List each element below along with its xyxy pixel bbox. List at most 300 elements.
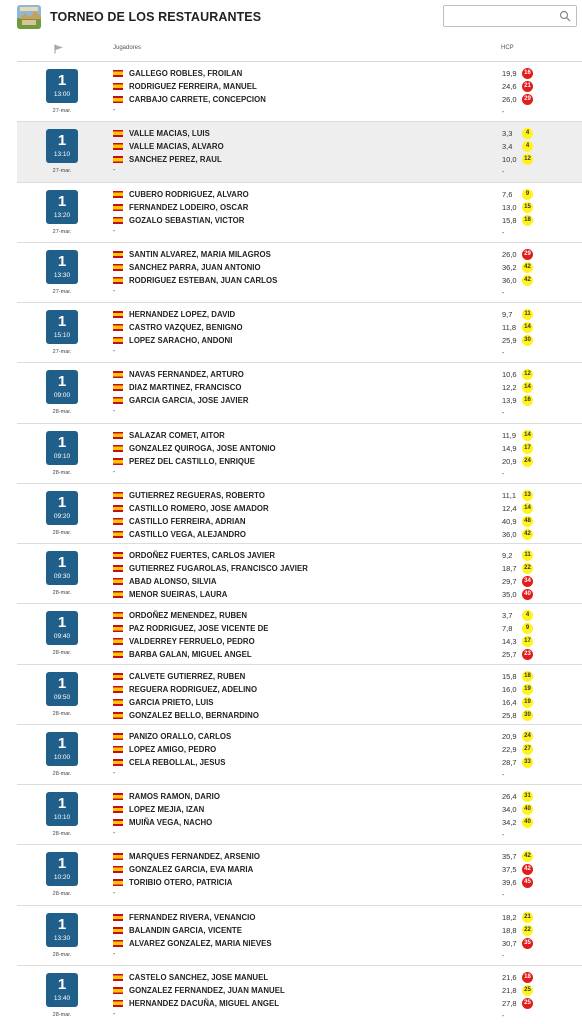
player-row[interactable] [113,998,582,1009]
playing-hcp-badge: 22 [522,925,533,936]
playing-hcp-badge: 11 [522,309,533,320]
player-row[interactable] [113,671,582,682]
player-name[interactable]: MARQUES FERNANDEZ, ARSENIO [129,852,260,862]
player-row[interactable] [113,382,582,393]
player-name[interactable]: DIAZ MARTINEZ, FRANCISCO [129,383,242,393]
hole-time-tile [46,611,78,645]
spain-flag-icon [113,712,123,719]
player-name[interactable]: GONZALEZ QUIROGA, JOSE ANTONIO [129,443,276,453]
flag-icon [54,44,64,54]
playing-hcp-badge: 30 [522,335,533,346]
player-name[interactable]: RODRIGUEZ FERREIRA, MANUEL [129,82,257,91]
search-box[interactable] [443,5,577,27]
player-hcp: 3,4 [502,142,513,152]
tee-time-row[interactable] [17,484,582,544]
player-row[interactable] [113,744,582,755]
playing-hcp-badge: 48 [522,516,533,527]
player-name[interactable]: PEREZ DEL CASTILLO, ENRIQUE [129,456,255,466]
player-row[interactable] [113,864,582,875]
player-name[interactable]: GARCIA PRIETO, LUIS [129,697,214,707]
player-name[interactable]: PAZ RODRIGUEZ, JOSE VICENTE DE [129,624,269,634]
player-row[interactable] [113,503,582,514]
empty-slot-hcp: - [502,169,505,177]
player-name[interactable]: CARBAJO CARRETE, CONCEPCION [129,95,266,104]
player-hcp: 9,7 [502,310,513,319]
player-name[interactable]: RAMOS RAMON, DARIO [129,792,220,801]
player-name[interactable]: CASTILLO FERREIRA, ADRIAN [129,516,246,526]
player-row[interactable] [113,610,582,621]
spain-flag-icon [113,371,123,378]
players-column-header: Jugadores [113,45,142,51]
playing-hcp-badge: 42 [522,262,533,273]
player-name[interactable]: LOPEZ AMIGO, PEDRO [129,744,217,754]
tee-time: 13:40 [53,994,71,1002]
table-header [17,38,582,62]
page-title: TORNEO DE LOS RESTAURANTES [50,10,262,24]
tee-time: 09:00 [53,392,71,400]
playing-hcp-badge: 4 [522,141,533,152]
playing-hcp-badge: 19 [522,697,533,708]
tee-time-row[interactable] [17,845,582,905]
hole-time-tile [46,310,78,344]
empty-slot-hcp: - [502,410,505,418]
empty-slot-hcp: - [502,892,505,900]
spain-flag-icon [113,251,123,258]
player-row[interactable] [113,141,582,152]
spain-flag-icon [113,552,123,559]
player-row[interactable] [113,697,582,708]
tee-time: 09:30 [53,573,71,580]
playing-hcp-badge: 23 [522,649,533,660]
tee-date: 28-mar. [52,710,72,717]
player-row[interactable] [113,202,582,213]
spain-flag-icon [113,156,123,163]
spain-flag-icon [113,324,123,331]
player-row[interactable] [113,589,582,600]
player-row[interactable] [113,563,582,574]
player-row[interactable] [113,925,582,936]
player-name[interactable]: ALVAREZ GONZALEZ, MARIA NIEVES [129,938,272,948]
player-row[interactable] [113,791,582,802]
spain-flag-icon [113,505,123,512]
tee-time: 13:20 [53,211,71,219]
tee-date: 28-mar. [52,590,72,596]
player-hcp: 12,4 [502,503,517,513]
spain-flag-icon [113,191,123,198]
playing-hcp-badge: 14 [522,430,533,441]
playing-hcp-badge: 11 [522,550,533,561]
player-row[interactable] [113,972,582,983]
player-name[interactable]: GUTIERREZ REGUERAS, ROBERTO [129,490,265,500]
empty-slot: - [113,830,116,837]
player-hcp: 12,2 [502,383,517,393]
tee-date: 28-mar. [52,1011,72,1018]
player-row[interactable] [113,395,582,406]
hole-time-tile [46,913,78,947]
player-hcp: 20,9 [502,731,517,741]
player-name[interactable]: SANCHEZ PARRA, JUAN ANTONIO [129,262,261,272]
player-row[interactable] [113,249,582,260]
player-row[interactable] [113,938,582,949]
player-name[interactable]: PANIZO ORALLO, CARLOS [129,731,232,741]
empty-slot: - [113,468,116,476]
player-hcp: 7,6 [502,189,513,199]
hole-time-tile [46,852,78,886]
tee-time-row[interactable] [17,544,582,604]
hole-time-tile [46,491,78,525]
spain-flag-icon [113,1000,123,1007]
tournament-logo [17,5,41,29]
player-name[interactable]: HERNANDEZ LOPEZ, DAVID [129,310,236,319]
player-name[interactable]: CASTILLO VEGA, ALEJANDRO [129,529,247,539]
player-name[interactable]: VALLE MACIAS, LUIS [129,129,210,139]
spain-flag-icon [113,130,123,137]
playing-hcp-badge: 9 [522,623,533,634]
player-hcp: 9,2 [502,551,513,560]
spain-flag-icon [113,914,123,921]
spain-flag-icon [113,651,123,658]
player-name[interactable]: RODRIGUEZ ESTEBAN, JUAN CARLOS [129,275,278,285]
player-hcp: 18,2 [502,912,517,922]
hole-number: 1 [57,795,67,812]
playing-hcp-badge: 15 [522,202,533,213]
player-name[interactable]: GONZALEZ BELLO, BERNARDINO [129,710,259,720]
spain-flag-icon [113,531,123,538]
playing-hcp-badge: 40 [522,804,533,815]
player-name[interactable]: ORDOÑEZ MENENDEZ, RUBEN [129,611,248,621]
playing-hcp-badge: 30 [522,710,533,721]
hole-time-tile [46,129,78,163]
player-row[interactable] [113,804,582,815]
player-hcp: 11,1 [502,490,517,500]
player-name[interactable]: CALVETE GUTIERREZ, RUBEN [129,671,246,681]
playing-hcp-badge: 24 [522,456,533,467]
player-row[interactable] [113,623,582,634]
player-name[interactable]: TORIBIO OTERO, PATRICIA [129,878,233,888]
playing-hcp-badge: 16 [522,68,533,79]
player-name[interactable]: GONZALEZ GARCIA, EVA MARIA [129,865,254,875]
hcp-column-header: HCP [501,45,514,51]
player-row[interactable] [113,309,582,320]
player-row[interactable] [113,576,582,587]
spain-flag-icon [113,143,123,150]
tee-time: 09:50 [53,693,71,701]
playing-hcp-badge: 29 [522,94,533,105]
player-row[interactable] [113,68,582,79]
tee-time: 09:20 [53,512,71,520]
empty-slot: - [113,408,116,416]
player-hcp: 26,0 [502,249,517,259]
empty-slot-hcp: - [502,952,505,960]
spain-flag-icon [113,432,123,439]
playing-hcp-badge: 18 [522,215,533,226]
tee-date: 28-mar. [52,951,72,958]
spain-flag-icon [113,625,123,632]
hole-number: 1 [57,132,67,150]
empty-slot: - [113,287,116,295]
player-name[interactable]: SANCHEZ PEREZ, RAUL [129,155,222,165]
tee-time-row[interactable] [17,725,582,785]
player-hcp: 3,7 [502,611,513,621]
tee-time-row[interactable] [17,62,582,122]
playing-hcp-badge: 25 [522,998,533,1009]
hole-time-tile [46,431,78,465]
player-hcp: 39,6 [502,878,517,888]
spain-flag-icon [113,612,123,619]
player-row[interactable] [113,369,582,380]
player-hcp: 14,9 [502,443,517,453]
tee-date: 27-mar. [52,228,72,235]
spain-flag-icon [113,686,123,693]
player-name[interactable]: MENOR SUEIRAS, LAURA [129,590,228,599]
playing-hcp-badge: 25 [522,985,533,996]
spain-flag-icon [113,337,123,344]
spain-flag-icon [113,746,123,753]
player-hcp: 16,4 [502,697,517,707]
spain-flag-icon [113,70,123,77]
player-hcp: 3,3 [502,129,513,139]
spain-flag-icon [113,866,123,873]
playing-hcp-badge: 14 [522,322,533,333]
hole-number: 1 [57,192,67,210]
player-name[interactable]: ORDOÑEZ FUERTES, CARLOS JAVIER [129,551,276,560]
tee-time-row[interactable] [17,906,582,966]
player-hcp: 34,0 [502,805,517,814]
player-row[interactable] [113,817,582,828]
playing-hcp-badge: 27 [522,744,533,755]
tee-time-row[interactable] [17,183,582,243]
tee-time-row[interactable] [17,363,582,423]
player-row[interactable] [113,516,582,527]
player-name[interactable]: CASTILLO ROMERO, JOSE AMADOR [129,503,269,513]
player-name[interactable]: GALLEGO ROBLES, FROILAN [129,69,243,78]
player-row[interactable] [113,731,582,742]
player-row[interactable] [113,335,582,346]
player-hcp: 25,8 [502,710,517,720]
spain-flag-icon [113,853,123,860]
spain-flag-icon [113,879,123,886]
tee-time-row[interactable] [17,303,582,363]
player-name[interactable]: BALANDIN GARCIA, VICENTE [129,925,242,935]
player-hcp: 26,4 [502,792,517,801]
tee-time-row[interactable] [17,604,582,664]
spain-flag-icon [113,940,123,947]
player-name[interactable]: MUIÑA VEGA, NACHO [129,818,213,827]
player-row[interactable] [113,710,582,721]
player-name[interactable]: BARBA GALAN, MIGUEL ANGEL [129,650,252,660]
player-hcp: 35,7 [502,852,517,862]
player-name[interactable]: ABAD ALONSO, SILVIA [129,577,217,586]
playing-hcp-badge: 17 [522,443,533,454]
player-hcp: 35,0 [502,590,517,599]
player-row[interactable] [113,851,582,862]
player-name[interactable]: CASTELO SANCHEZ, JOSE MANUEL [129,972,269,982]
player-hcp: 36,0 [502,529,517,539]
player-name[interactable]: LOPEZ SARACHO, ANDONI [129,336,233,345]
player-name[interactable]: CUBERO RODRIGUEZ, ALVARO [129,189,249,199]
player-hcp: 30,7 [502,938,517,948]
spain-flag-icon [113,793,123,800]
tee-date: 28-mar. [52,469,72,476]
spain-flag-icon [113,806,123,813]
top-bar [0,0,582,34]
player-row[interactable] [113,275,582,286]
search-icon[interactable] [559,10,571,22]
player-name[interactable]: GONZALEZ FERNANDEZ, JUAN MANUEL [129,985,285,995]
playing-hcp-badge: 21 [522,912,533,923]
tee-time: 15:10 [53,332,71,339]
spain-flag-icon [113,277,123,284]
player-name[interactable]: REGUERA RODRIGUEZ, ADELINO [129,684,258,694]
playing-hcp-badge: 42 [522,864,533,875]
empty-slot: - [113,348,116,355]
player-hcp: 20,9 [502,456,517,466]
player-row[interactable] [113,649,582,660]
player-hcp: 11,8 [502,323,517,332]
spain-flag-icon [113,204,123,211]
tee-time-row[interactable] [17,243,582,303]
player-row[interactable] [113,215,582,226]
hole-number: 1 [57,674,67,692]
player-row[interactable] [113,985,582,996]
tee-time: 09:10 [53,452,71,460]
empty-slot: - [113,107,116,114]
player-row[interactable] [113,94,582,105]
tee-time: 13:00 [53,91,71,98]
spain-flag-icon [113,974,123,981]
player-row[interactable] [113,877,582,888]
empty-slot-hcp: - [502,289,505,297]
player-row[interactable] [113,912,582,923]
playing-hcp-badge: 18 [522,972,533,983]
player-name[interactable]: GOZALO SEBASTIAN, VICTOR [129,215,245,225]
playing-hcp-badge: 42 [522,275,533,286]
player-name[interactable]: VALLE MACIAS, ALVARO [129,142,224,152]
tee-date: 28-mar. [52,770,72,777]
tee-time-row[interactable] [17,785,582,845]
player-row[interactable] [113,128,582,139]
player-name[interactable]: CASTRO VAZQUEZ, BENIGNO [129,323,243,332]
player-row[interactable] [113,189,582,200]
tee-time: 13:30 [53,934,71,942]
playing-hcp-badge: 4 [522,610,533,621]
player-hcp: 7,8 [502,624,513,634]
player-row[interactable] [113,684,582,695]
empty-slot-hcp: - [502,470,505,478]
playing-hcp-badge: 21 [522,81,533,92]
playing-hcp-badge: 19 [522,684,533,695]
spain-flag-icon [113,458,123,465]
hole-number: 1 [57,72,67,89]
spain-flag-icon [113,518,123,525]
spain-flag-icon [113,638,123,645]
empty-slot-hcp: - [502,771,505,779]
tee-time: 09:40 [53,633,71,641]
tee-time-row[interactable] [17,665,582,725]
playing-hcp-badge: 22 [522,563,533,574]
player-row[interactable] [113,443,582,454]
player-name[interactable]: SALAZAR COMET, AITOR [129,430,225,440]
tee-date: 27-mar. [52,288,72,295]
playing-hcp-badge: 18 [522,671,533,682]
player-row[interactable] [113,757,582,768]
hole-time-tile [46,732,78,766]
empty-slot-hcp: - [502,229,505,237]
hole-time-tile [46,250,78,284]
spain-flag-icon [113,819,123,826]
search-input[interactable] [444,7,554,27]
player-row[interactable] [113,262,582,273]
player-row[interactable] [113,81,582,92]
spain-flag-icon [113,397,123,404]
player-name[interactable]: FERNANDEZ LODEIRO, OSCAR [129,202,249,212]
player-hcp: 27,8 [502,998,517,1008]
tee-time: 10:20 [53,874,71,882]
player-hcp: 19,9 [502,69,517,78]
tee-time: 13:30 [53,271,71,279]
player-hcp: 10,6 [502,370,517,380]
hole-number: 1 [57,734,67,752]
player-name[interactable]: GARCIA GARCIA, JOSE JAVIER [129,396,249,406]
empty-slot: - [113,1010,116,1018]
hole-number: 1 [57,373,67,391]
player-row[interactable] [113,430,582,441]
tee-date: 28-mar. [52,831,72,837]
player-name[interactable]: SANTIN ALVAREZ, MARIA MILAGROS [129,249,271,259]
player-row[interactable] [113,322,582,333]
empty-slot-hcp: - [502,832,505,839]
tee-date: 28-mar. [52,529,72,536]
player-hcp: 28,7 [502,757,517,767]
tee-date: 27-mar. [52,349,72,355]
player-name[interactable]: FERNANDEZ RIVERA, VENANCIO [129,912,256,922]
player-hcp: 29,7 [502,577,517,586]
spain-flag-icon [113,591,123,598]
player-hcp: 10,0 [502,155,517,165]
player-hcp: 15,8 [502,671,517,681]
player-row[interactable] [113,490,582,501]
player-row[interactable] [113,636,582,647]
tee-time-row[interactable] [17,122,582,182]
player-name[interactable]: GUTIERREZ FUGAROLAS, FRANCISCO JAVIER [129,564,308,573]
playing-hcp-badge: 12 [522,154,533,165]
player-hcp: 40,9 [502,516,517,526]
empty-slot: - [113,167,116,175]
player-row[interactable] [113,154,582,165]
hole-number: 1 [57,433,67,451]
tee-time-row[interactable] [17,424,582,484]
player-name[interactable]: HERNANDEZ DACUÑA, MIGUEL ANGEL [129,998,280,1008]
hole-time-tile [46,551,78,585]
spain-flag-icon [113,673,123,680]
player-row[interactable] [113,456,582,467]
playing-hcp-badge: 42 [522,529,533,540]
player-name[interactable]: CELA REBOLLAL, JESUS [129,757,226,767]
player-name[interactable]: NAVAS FERNANDEZ, ARTURO [129,370,244,380]
player-row[interactable] [113,529,582,540]
player-name[interactable]: LOPEZ MEJIA, IZAN [129,805,205,814]
tee-time-row[interactable] [17,966,582,1024]
spain-flag-icon [113,96,123,103]
player-hcp: 13,9 [502,396,517,406]
player-row[interactable] [113,550,582,561]
player-name[interactable]: VALDERREY FERRUELO, PEDRO [129,637,255,647]
tee-date: 27-mar. [52,168,72,175]
tee-date: 28-mar. [52,409,72,416]
hole-number: 1 [57,855,67,873]
hole-number: 1 [57,614,67,632]
playing-hcp-badge: 34 [522,576,533,587]
